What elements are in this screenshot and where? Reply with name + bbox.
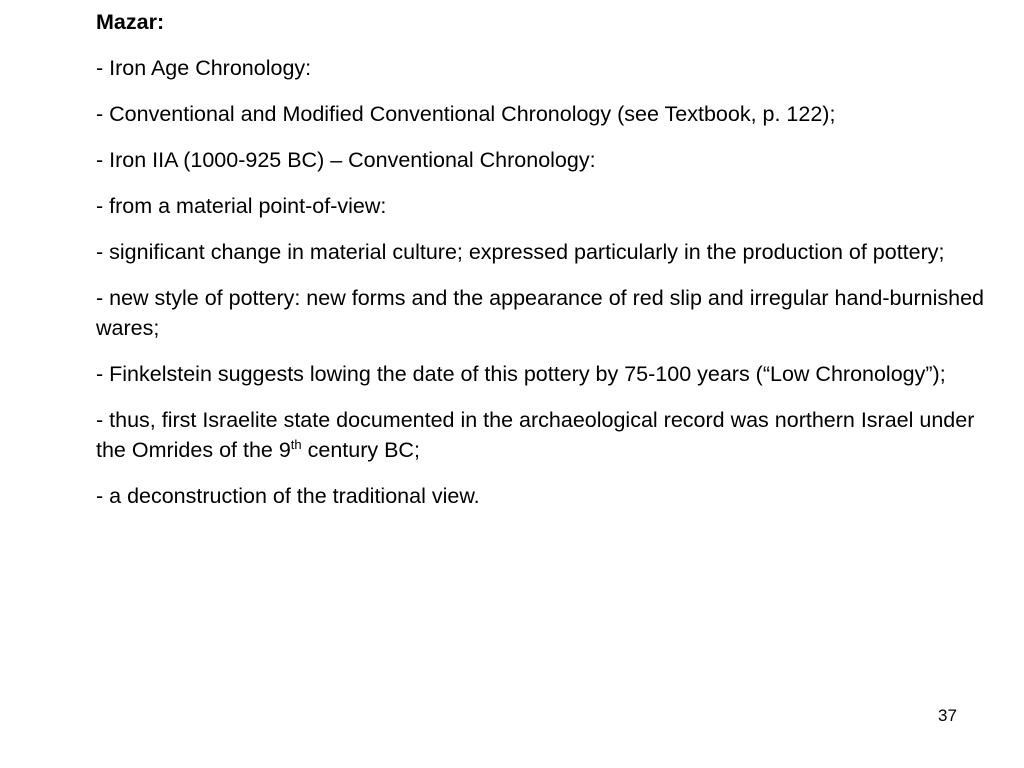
slide-body: [96, 7, 986, 527]
ordinal-superscript: th: [290, 436, 302, 452]
page-number: 37: [938, 706, 957, 725]
text-line: - significant change in material culture; expressed particularly in the production of pottery;: [96, 240, 945, 264]
text-line-omrides: [96, 405, 986, 465]
text-line: - Conventional and Modified Conventional Chronology (see Textbook, p. 122);: [96, 102, 836, 126]
text-line: - new style of pottery: new forms and the appearance of red slip and irregular hand-burnished wares;: [96, 286, 984, 340]
slide-heading: Mazar:: [96, 10, 165, 34]
text-line: - Iron Age Chronology:: [96, 56, 312, 80]
text-line-omrides-end: century BC;: [301, 438, 420, 462]
text-line-omrides-main: - thus, first Israelite state documented in the archaeological record was northern Israel under the Omrides of the 9: [96, 408, 975, 462]
text-line: - from a material point-of-view:: [96, 194, 387, 218]
text-line-last: - a deconstruction of the traditional view.: [96, 484, 480, 508]
text-line: - Finkelstein suggests lowing the date of this pottery by 75-100 years (“Low Chronology”);: [96, 362, 946, 386]
text-line: - Iron IIA (1000-925 BC) – Conventional Chronology:: [96, 148, 596, 172]
